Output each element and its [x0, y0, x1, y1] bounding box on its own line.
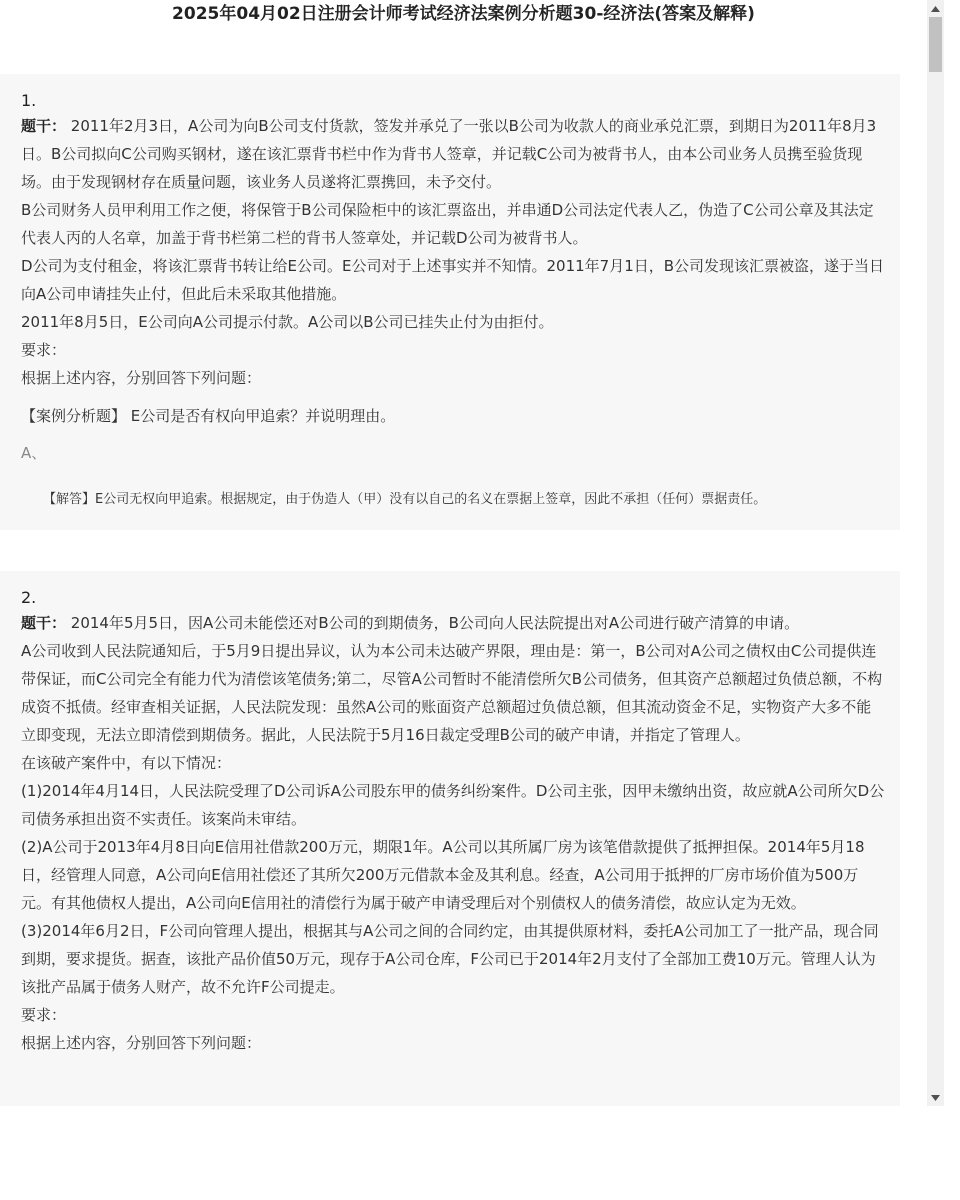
question-stem-paragraph: (3)2014年6月2日，F公司向管理人提出，根据其与A公司之间的合同约定，由其提供原材料，委托A公司加工了一批产品，现合同到期，要求提货。据查，该批产品价值50万元，现存于A公司仓库，F公司已于2014年2月支付了全部加工费10万元。管理人认为该批产品属于债务人财产，故不允许F公司提走。 [21, 922, 879, 996]
question-stem-paragraph: 根据上述内容，分别回答下列问题： [21, 369, 262, 387]
question-stem-paragraph: 要求： [21, 341, 67, 359]
question-stem-paragraph: 题干： 2014年5月5日，因A公司未能偿还对B公司的到期债务，B公司向人民法院提出对A公司进行破产清算的申请。 [21, 614, 800, 632]
sub-question: 【案例分析题】 E公司是否有权向甲追索？并说明理由。 [21, 407, 396, 425]
scroll-down-arrow-icon[interactable] [927, 1089, 944, 1106]
stem-label: 题干： [21, 117, 67, 135]
question-stem-paragraph: 根据上述内容，分别回答下列问题： [21, 1034, 262, 1052]
question-stem-paragraph: 2011年8月5日，E公司向A公司提示付款。A公司以B公司已挂失止付为由拒付。 [21, 313, 554, 331]
question-stem-paragraph: D公司为支付租金，将该汇票背书转让给E公司。E公司对于上述事实并不知情。2011年7月1日，B公司发现该汇票被盗，遂于当日向A公司申请挂失止付，但此后未采取其他措施。 [21, 257, 885, 303]
answer-explanation: 【解答】E公司无权向甲追索。根据规定，由于伪造人（甲）没有以自己的名义在票据上签章，因此不承担（任何）票据责任。 [43, 492, 767, 507]
vertical-scrollbar[interactable] [927, 0, 944, 1106]
question-stem-paragraph: 题干： 2011年2月3日，A公司为向B公司支付货款，签发并承兑了一张以B公司为收款人的商业承兑汇票，到期日为2011年8月3日。B公司拟向C公司购买钢材，遂在该汇票背书栏中作为背书人签章，并记载C公司为被背书人，由本公司业务人员携至验货现场。由于发现钢材存在质量问题，该业务人员遂将汇票携回，未予交付。 [21, 117, 877, 191]
answer-option[interactable]: A、 [21, 444, 47, 462]
question-card [0, 571, 900, 1106]
question-stem-paragraph: (1)2014年4月14日，人民法院受理了D公司诉A公司股东甲的债务纠纷案件。D公司主张，因甲未缴纳出资，故应就A公司所欠D公司债务承担出资不实责任。该案尚未审结。 [21, 782, 885, 828]
question-stem-paragraph: (2)A公司于2013年4月8日向E信用社借款200万元，期限1年。A公司以其所属厂房为该笔借款提供了抵押担保。2014年5月18日，经管理人同意，A公司向E信用社偿还了其所欠200万元借款本金及其利息。经查，A公司用于抵押的厂房市场价值为500万元。有其他债权人提出，A公司向E信用社的清偿行为属于破产申请受理后对个别债权人的债务清偿，故应认定为无效。 [21, 838, 865, 912]
stem-label: 题干： [21, 614, 67, 632]
scrollbar-thumb[interactable] [929, 17, 942, 72]
question-number: 2. [21, 588, 37, 607]
question-card [0, 74, 900, 530]
question-stem-paragraph: 要求： [21, 1006, 67, 1024]
question-stem-paragraph: B公司财务人员甲利用工作之便，将保管于B公司保险柜中的该汇票盗出，并串通D公司法定代表人乙，伪造了C公司公章及其法定代表人丙的人名章，加盖于背书栏第二栏的背书人签章处，并记载D公司为被背书人。 [21, 201, 874, 247]
question-number: 1. [21, 91, 37, 110]
question-stem-paragraph: 在该破产案件中，有以下情况： [21, 754, 232, 772]
question-stem-paragraph: A公司收到人民法院通知后，于5月9日提出异议，认为本公司未达破产界限，理由是：第一，B公司对A公司之债权由C公司提供连带保证，而C公司完全有能力代为清偿该笔债务;第二，尽管A公司暂时不能清偿所欠B公司债务，但其资产总额超过负债总额，不构成资不抵债。经审查相关证据，人民法院发现：虽然A公司的账面资产总额超过负债总额，但其流动资金不足，实物资产大多不能立即变现，无法立即清偿到期债务。据此，人民法院于5月16日裁定受理B公司的破产申请，并指定了管理人。 [21, 642, 883, 744]
scroll-up-arrow-icon[interactable] [927, 0, 944, 17]
page-title: 2025年04月02日注册会计师考试经济法案例分析题30-经济法(答案及解释) [172, 4, 755, 24]
